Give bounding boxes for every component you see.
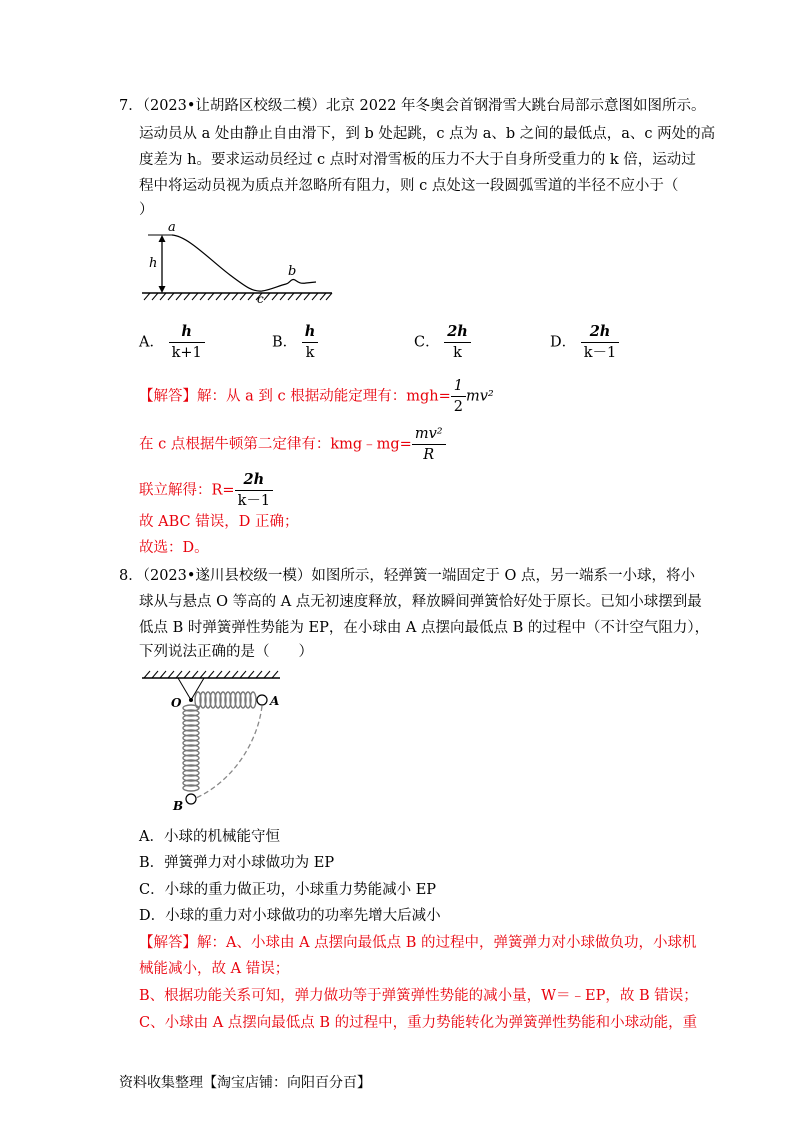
- option-letter: A．: [139, 334, 164, 351]
- page-footer: 资料收集整理【淘宝店铺：向阳百分百】: [119, 1075, 371, 1091]
- q7-answer-line-3: [139, 470, 273, 511]
- option-letter: B．: [272, 334, 298, 351]
- q7-answer-line-1: [139, 376, 494, 417]
- q8-line-4: 下列说法正确的是（ ）: [139, 644, 313, 660]
- q8-answer-line-1: [139, 933, 697, 953]
- frac-den: k－1: [583, 345, 617, 361]
- frac-den: R: [423, 447, 435, 463]
- q7-option-c[interactable]: [414, 322, 471, 363]
- q7-option-a[interactable]: [139, 322, 205, 363]
- frac-den: k+1: [171, 345, 202, 361]
- frac-num: mv²: [412, 424, 446, 445]
- q7-option-b[interactable]: [272, 322, 318, 363]
- q8-line-1: 8．（2023•遂川县校级一模）如图所示，轻弹簧一端固定于 O 点，另一端系一小球，将小: [119, 568, 696, 584]
- answer-formula-tail: mv²: [465, 388, 494, 405]
- label-h: h: [149, 256, 158, 271]
- q7-line-1: 7．（2023•让胡路区校级二模）北京 2022 年冬奥会首钢滑雪大跳台局部示意图如图所示。: [119, 98, 706, 114]
- spring-pendulum-figure: [140, 670, 285, 815]
- label-o: O: [171, 696, 182, 710]
- q8-option-a[interactable]: A．小球的机械能守恒: [139, 829, 280, 845]
- q7-answer-line-5: 故选：D。: [139, 540, 209, 556]
- q8-answer-line-2: 械能减小，故 A 错误；: [139, 961, 290, 977]
- option-letter: D．: [550, 334, 577, 351]
- q7-option-d[interactable]: [550, 322, 619, 363]
- q8-answer-line-4: C、小球由 A 点摆向最低点 B 的过程中，重力势能转化为弹簧弹性势能和小球动能，重: [139, 1015, 698, 1031]
- frac-num: 2h: [235, 470, 274, 491]
- q8-answer-line-3: B、根据功能关系可知，弹力做功等于弹簧弹性势能的减小量，W＝﹣EP，故 B 错误；: [139, 988, 698, 1004]
- label-a: A: [270, 694, 280, 708]
- frac-den: k: [305, 345, 315, 361]
- answer-prefix: 【解答】: [139, 388, 197, 405]
- frac-den: k－1: [237, 493, 271, 509]
- frac-num: h: [302, 322, 319, 343]
- q8-option-b[interactable]: B．弹簧弹力对小球做功为 EP: [139, 855, 335, 871]
- q7-line-3: 度差为 h。要求运动员经过 c 点时对滑雪板的压力不大于自身所受重力的 k 倍，运动过: [139, 152, 696, 168]
- label-c: c: [257, 292, 264, 306]
- q8-option-c[interactable]: C．小球的重力做正功，小球重力势能减小 EP: [139, 882, 437, 898]
- answer-text: 在 c 点根据牛顿第二定律有：kmg﹣mg=: [139, 436, 412, 453]
- frac-den: 2: [453, 399, 463, 415]
- frac-num: h: [169, 322, 205, 343]
- answer-text: 联立解得：R=: [139, 482, 235, 499]
- q7-line-2: 运动员从 a 处由静止自由滑下，到 b 处起跳，c 点为 a、b 之间的最低点，a、c 两处的高: [139, 126, 716, 142]
- answer-text: 解：从 a 到 c 根据动能定理有：mgh=: [197, 388, 451, 405]
- label-b: B: [173, 799, 184, 813]
- q7-line-4: 程中将运动员视为质点并忽略所有阻力，则 c 点处这一段圆弧雪道的半径不应小于（: [139, 178, 679, 194]
- frac-num: 2h: [444, 322, 471, 343]
- q7-answer-line-2: [139, 424, 446, 465]
- frac-num: 1: [451, 376, 466, 397]
- q8-line-3: 低点 B 时弹簧弹性势能为 EP，在小球由 A 点摆向最低点 B 的过程中（不计空气阻力），: [139, 620, 710, 636]
- label-a: a: [168, 220, 176, 235]
- frac-num: 2h: [581, 322, 620, 343]
- label-b: b: [288, 264, 297, 279]
- frac-den: k: [453, 345, 462, 361]
- option-letter: C．: [414, 334, 440, 351]
- q8-option-d[interactable]: D．小球的重力对小球做功的功率先增大后减小: [139, 908, 441, 924]
- q7-answer-line-4: 故 ABC 错误，D 正确；: [139, 514, 299, 530]
- answer-prefix: 【解答】: [139, 935, 197, 951]
- q8-line-2: 球从与悬点 O 等高的 A 点无初速度释放，释放瞬间弹簧恰好处于原长。已知小球摆到最: [139, 594, 702, 610]
- q7-line-5: ）: [139, 202, 154, 218]
- ski-jump-figure: [140, 220, 340, 312]
- answer-text: 解：A、小球由 A 点摆向最低点 B 的过程中，弹簧弹力对小球做负功，小球机: [197, 935, 697, 951]
